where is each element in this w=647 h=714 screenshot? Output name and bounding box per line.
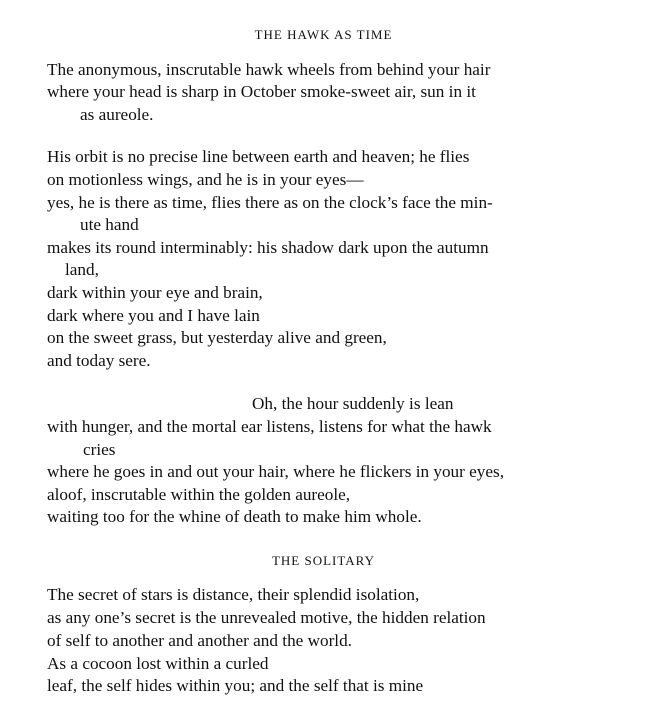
- poem-line: as aureole.: [80, 105, 154, 124]
- poem-line: land,: [65, 260, 99, 279]
- poem-line: As a cocoon lost within a curled: [47, 654, 269, 673]
- poem-line: of self to another and another and the world.: [47, 631, 352, 650]
- poem-line: with hunger, and the mortal ear listens, listens for what the hawk: [47, 417, 492, 436]
- poem-line: as any one’s secret is the unrevealed motive, the hidden relation: [47, 608, 486, 627]
- poem-line: and today sere.: [47, 351, 151, 370]
- poem-line: where he goes in and out your hair, where he flickers in your eyes,: [47, 462, 505, 481]
- poem-line: waiting too for the whine of death to make him whole.: [47, 507, 422, 526]
- poem-line: on the sweet grass, but yesterday alive and green,: [47, 328, 387, 347]
- poem-line: aloof, inscrutable within the golden aureole,: [47, 485, 351, 504]
- poem-line: cries: [83, 440, 116, 459]
- poem-line: The anonymous, inscrutable hawk wheels from behind your hair: [47, 60, 491, 79]
- poem-line: His orbit is no precise line between earth and heaven; he flies: [47, 147, 470, 166]
- poem-line: leaf, the self hides within you; and the self that is mine: [47, 676, 424, 695]
- poem-line: where your head is sharp in October smoke-sweet air, sun in it: [47, 82, 476, 101]
- poem-title: THE HAWK AS TIME: [254, 27, 393, 42]
- poem-line: makes its round interminably: his shadow dark upon the autumn: [47, 238, 489, 257]
- poem-title: THE SOLITARY: [271, 553, 376, 568]
- poem-line: The secret of stars is distance, their splendid isolation,: [47, 585, 420, 604]
- poem-line: yes, he is there as time, flies there as on the clock’s face the min-: [47, 193, 493, 212]
- poem-line: on motionless wings, and he is in your eyes—: [47, 170, 364, 189]
- poem-line: dark where you and I have lain: [47, 306, 260, 325]
- poem-line: dark within your eye and brain,: [47, 283, 263, 302]
- poem-line: Oh, the hour suddenly is lean: [252, 394, 454, 413]
- poem-line: ute hand: [80, 215, 139, 234]
